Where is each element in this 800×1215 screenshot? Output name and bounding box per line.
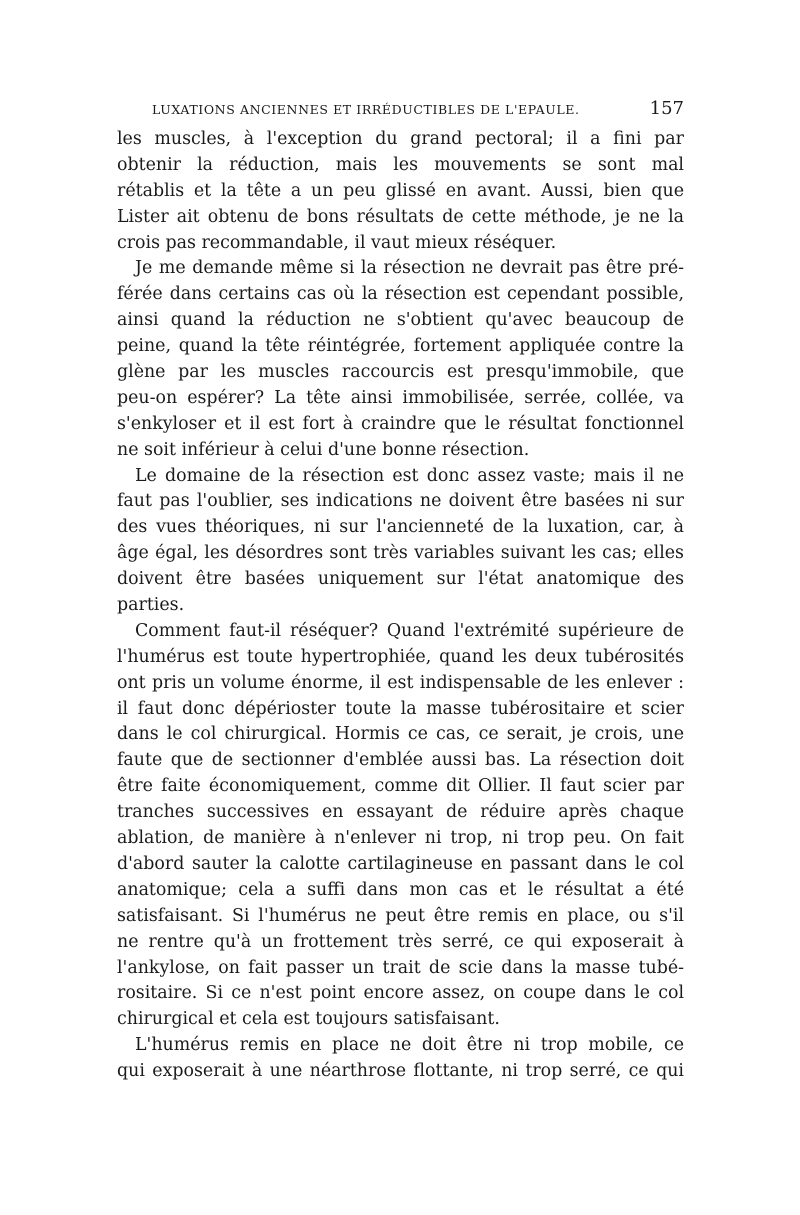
page-number: 157 bbox=[649, 98, 684, 119]
text-line: s'enkyloser et il est fort à craindre que le résultat fonctionnel bbox=[117, 413, 684, 434]
text-line: l'humérus est toute hypertrophiée, quand les deux tubérosités bbox=[117, 646, 684, 667]
text-line: férée dans certains cas où la résection est cependant possible, bbox=[117, 284, 684, 305]
text-line: ablation, de manière à n'enlever ni trop, ni trop peu. On fait bbox=[117, 828, 684, 849]
text-line: tranches successives en essayant de réduire après chaque bbox=[117, 802, 684, 823]
text-line: dans le col chirurgical. Hormis ce cas, ce serait, je crois, une bbox=[117, 724, 684, 745]
text-line: des vues théoriques, ni sur l'ancienneté de la luxation, car, à bbox=[117, 517, 684, 538]
running-title: LUXATIONS ANCIENNES ET IRRÉDUCTIBLES DE L'EPAULE. bbox=[152, 102, 580, 117]
paragraph bbox=[117, 619, 684, 1033]
paragraph bbox=[117, 464, 684, 619]
text-line: crois pas recommandable, il vaut mieux réséquer. bbox=[117, 232, 557, 253]
text-line: faut pas l'oublier, ses indications ne doivent être basées ni sur bbox=[117, 491, 684, 512]
text-line: âge égal, les désordres sont très variables suivant les cas; elles bbox=[117, 543, 684, 564]
text-line: Le domaine de la résection est donc assez vaste; mais il ne bbox=[135, 465, 684, 486]
text-line: anatomique; cela a suffi dans mon cas et le résultat a été bbox=[117, 879, 684, 900]
text-line: il faut donc dépérioster toute la masse tubérositaire et scier bbox=[117, 698, 684, 719]
paragraph bbox=[117, 1033, 684, 1085]
text-line: l'ankylose, on fait passer un trait de scie dans la masse tubé- bbox=[117, 957, 684, 978]
body-text bbox=[117, 127, 684, 1085]
text-line: être faite économiquement, comme dit Ollier. Il faut scier par bbox=[117, 776, 684, 797]
running-header bbox=[152, 98, 684, 120]
text-line: doivent être basées uniquement sur l'état anatomique des bbox=[117, 569, 684, 590]
text-line: Je me demande même si la résection ne devrait pas être pré- bbox=[135, 258, 684, 279]
text-line: qui exposerait à une néarthrose flottante, ni trop serré, ce qui bbox=[117, 1061, 684, 1082]
text-line: ainsi quand la réduction ne s'obtient qu'avec beaucoup de bbox=[117, 310, 684, 331]
paragraph bbox=[117, 127, 684, 256]
text-line: Lister ait obtenu de bons résultats de cette méthode, je ne la bbox=[117, 206, 684, 227]
text-line: parties. bbox=[117, 595, 185, 616]
text-line: faute que de sectionner d'emblée aussi bas. La résection doit bbox=[117, 750, 684, 771]
text-line: d'abord sauter la calotte cartilagineuse en passant dans le col bbox=[117, 853, 684, 874]
text-line: ont pris un volume énorme, il est indispensable de les enlever : bbox=[117, 672, 684, 693]
text-line: Comment faut-il réséquer? Quand l'extrémité supérieure de bbox=[135, 620, 684, 641]
text-line: peu-on espérer? La tête ainsi immobilisée, serrée, collée, va bbox=[117, 387, 684, 408]
text-line: les muscles, à l'exception du grand pectoral; il a fini par bbox=[117, 129, 684, 149]
text-line: rétablis et la tête a un peu glissé en avant. Aussi, bien que bbox=[117, 180, 684, 201]
text-line: peine, quand la tête réintégrée, fortement appliquée contre la bbox=[117, 336, 684, 357]
paragraph bbox=[117, 256, 684, 463]
text-line: chirurgical et cela est toujours satisfaisant. bbox=[117, 1009, 500, 1030]
text-line: ne rentre qu'à un frottement très serré, ce qui exposerait à bbox=[117, 931, 684, 952]
text-line: rositaire. Si ce n'est point encore assez, on coupe dans le col bbox=[117, 983, 684, 1004]
text-line: satisfaisant. Si l'humérus ne peut être remis en place, ou s'il bbox=[117, 905, 684, 926]
text-line: obtenir la réduction, mais les mouvements se sont mal bbox=[117, 154, 684, 175]
text-line: L'humérus remis en place ne doit être ni trop mobile, ce bbox=[135, 1035, 684, 1056]
text-line: glène par les muscles raccourcis est presqu'immobile, que bbox=[117, 362, 684, 383]
text-line: ne soit inférieur à celui d'une bonne résection. bbox=[117, 439, 530, 460]
